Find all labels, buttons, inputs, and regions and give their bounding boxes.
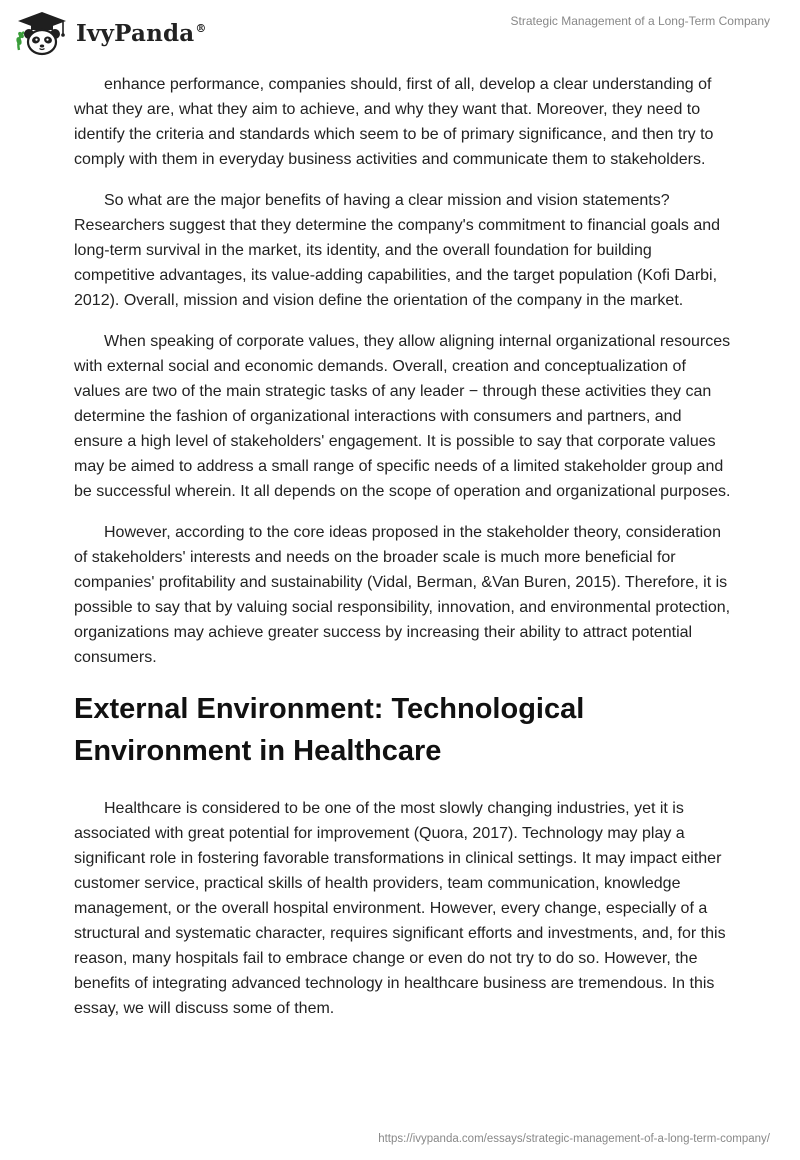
essay-content	[74, 72, 734, 1037]
paragraph: When speaking of corporate values, they allow aligning internal organizational resources with external social and economic demands. Overall, creation and conceptualization of values are two of the main strategic tasks of any leader − through these activities they can determine the fashion of organizational interactions with consumers and partners, and ensure a high level of stakeholders' engagement. It is possible to say that corporate values may be aimed to address a small range of specific needs of a limited stakeholder group and be successful wherein. It all depends on the scope of operation and organizational purposes.	[74, 333, 731, 500]
brand-logo[interactable]	[14, 10, 207, 56]
paragraph: So what are the major benefits of having a clear mission and vision statements? Researchers suggest that they determine the company's commitment to financial goals and long-term survival in the market, its identity, and the overall foundation for building competitive advantages, its value-adding capabilities, and the target population (Kofi Darbi, 2012). Overall, mission and vision define the orientation of the company in the market.	[74, 192, 721, 309]
paragraph: enhance performance, companies should, first of all, develop a clear understanding of what they are, what they aim to achieve, and why they want that. Moreover, they need to identify the criteria and standards which seem to be of primary significance, and then try to comply with them in everyday business activities and communicate them to stakeholders.	[74, 76, 714, 168]
page-header	[0, 0, 800, 66]
panda-graduate-icon	[14, 10, 70, 56]
document-title: Strategic Management of a Long-Term Company	[510, 14, 770, 28]
brand-name: IvyPanda®	[76, 19, 207, 47]
paragraph: Healthcare is considered to be one of the most slowly changing industries, yet it is associated with great potential for improvement (Quora, 2017). Technology may play a significant role in fostering favorable transformations in clinical settings. It may impact either customer service, practical skills of health providers, team communication, knowledge management, or the overall hospital environment. However, every change, especially of a structural and systematic character, requires significant efforts and investments, and, for this reason, many hospitals fail to embrace change or even do not try to do so. However, the benefits of integrating advanced technology in healthcare business are tremendous. In this essay, we will discuss some of them.	[74, 800, 726, 1017]
section-heading: External Environment: Technological Environment in Healthcare	[74, 693, 585, 767]
source-url[interactable]: https://ivypanda.com/essays/strategic-management-of-a-long-term-company/	[378, 1133, 770, 1145]
paragraph: However, according to the core ideas proposed in the stakeholder theory, consideration of stakeholders' interests and needs on the broader scale is much more beneficial for companies' profitability and sustainability (Vidal, Berman, &Van Buren, 2015). Therefore, it is possible to say that by valuing social responsibility, innovation, and environmental protection, organizations may achieve greater success by increasing their ability to attract potential consumers.	[74, 524, 731, 666]
